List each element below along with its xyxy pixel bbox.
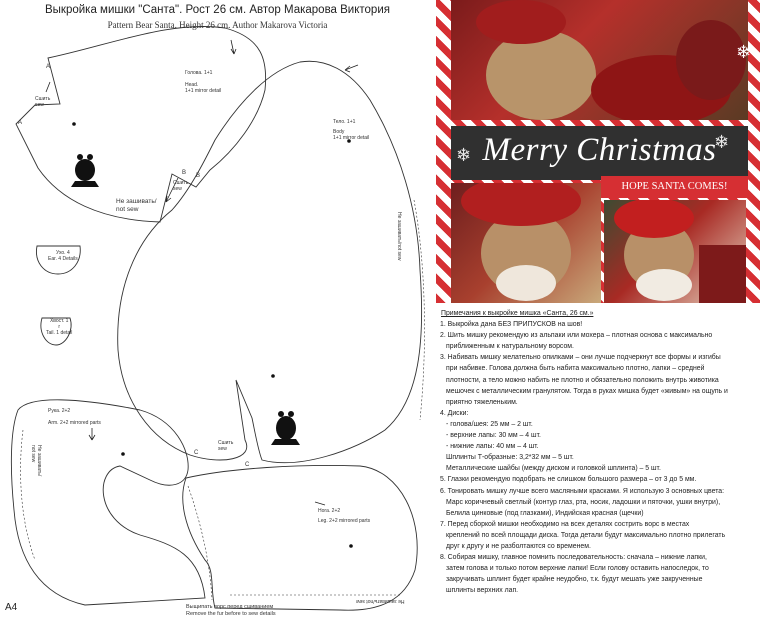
mark-c-1: C — [194, 450, 199, 456]
remove-fur-label: Выщипать ворс перед сшиванием Remove the fur before to sew details — [186, 604, 276, 617]
leg-label: Нога. 2+2 Leg. 2+2 mirrored parts — [318, 508, 371, 524]
santa-bear-photo-top — [451, 0, 748, 120]
note-line: при набивке. Голова должна быть набита максимально плотно, лапки – средней — [446, 365, 705, 373]
note-line: друг к другу и не разболтаются со временем. — [446, 542, 591, 550]
note-line: приятно тяжеленьким. — [446, 398, 518, 406]
note-line: - голова/шея: 25 мм – 2 шт. — [446, 420, 533, 428]
note-line: закручивать шплинт будет крайне неудобно, т.к. будут мешать уже закрученные — [446, 576, 703, 584]
note-line: Шплинты Т-образные: 3,2*32 мм – 5 шт. — [446, 454, 574, 462]
head-piece — [16, 26, 266, 222]
note-line: 5. Глазки рекомендую подобрать не слишком большого размера – от 3 до 5 мм. — [440, 476, 697, 484]
not-sew-label: Не зашивать/ not sew — [116, 198, 157, 213]
note-line: 6. Тонировать мишку лучше всего масляными красками. Я использую 3 основных цвета: — [440, 487, 725, 495]
pattern-title: Выкройка мишки "Санта". Рост 26 см. Автор Макарова Виктория — [45, 4, 390, 16]
body-piece — [118, 61, 422, 462]
note-line: 1. Выкройка дана БЕЗ ПРИПУСКОВ на шов! — [440, 321, 583, 329]
leg-piece — [183, 466, 417, 611]
head-label: Голова. 1+1 Head. 1+1 mirror detail — [185, 70, 222, 94]
body-label: Тело. 1+1 Body 1+1 mirror detail — [333, 119, 370, 141]
pattern-notes — [440, 308, 758, 619]
notes-title: Примечания к выкройке мишка «Санта, 26 см.» — [441, 310, 594, 317]
mark-c-2: C — [245, 462, 250, 468]
sew-label-head: Сшить sew — [35, 96, 51, 108]
note-line: креплений по всей площади диска. Тогда детали будут максимально плотно прилегать — [446, 531, 726, 539]
arm-label: Рука. 2+2 Arm. 2+2 mirrored parts — [48, 408, 101, 426]
snowflake-icon: ❄ — [714, 132, 730, 152]
note-line: Марс коричневый светлый (контур глаз, рта, носик, ладошки и пяточки, ушки внутри), — [446, 498, 721, 506]
note-line: приближенным к натуральному ворсом. — [446, 343, 574, 351]
note-line: 4. Диски: — [440, 409, 469, 417]
sew-label-ear: Сшить sew — [173, 180, 189, 192]
sew-label-body: Сшить sew — [218, 440, 234, 452]
body-not-sew-label: Не зашивать/not sew — [396, 212, 402, 261]
pattern-subtitle: Pattern Bear Santa. Height 26 cm. Author Makarova Victoria — [107, 20, 328, 30]
mark-a-2: A — [18, 120, 23, 126]
merry-christmas-banner — [451, 126, 748, 180]
hope-santa-comes-tag: HOPE SANTA COMES! — [601, 176, 748, 198]
merry-christmas-text: Merry Christmas — [482, 132, 717, 168]
santa-bear-photo-right — [604, 200, 746, 303]
mark-b-2: B — [196, 173, 201, 179]
santa-bear-photo-left — [451, 183, 601, 303]
note-line: плотности, а тело можно набить не плотно и обязательно положить внутрь животика — [446, 376, 719, 384]
arm-not-sew-label: Не зашивать/ not sew — [30, 445, 42, 477]
note-line: 3. Набивать мишку желательно опилками – они лучше подчеркнут все формы и изгибы — [440, 354, 721, 362]
note-line: затем голова и только потом верхние лапки! Если голову оставить напоследок, то — [446, 565, 709, 573]
note-line: 8. Собирая мишку, главное помнить последовательность: сначала – нижние лапки, — [440, 554, 707, 562]
note-line: - верхние лапы: 30 мм – 4 шт. — [446, 432, 541, 440]
note-line: 2. Шить мишку рекомендую из альпаки или мохера – плотная основа с максимально — [440, 332, 713, 340]
arm-piece — [11, 400, 205, 605]
christmas-collage — [436, 0, 760, 303]
note-line: 7. Перед сборкой мишки необходимо на всех деталях сострить ворс в местах — [440, 520, 690, 528]
paper-size-label: A4 — [5, 602, 18, 613]
snowflake-icon: ❄ — [736, 42, 752, 62]
mark-a-1: A — [46, 64, 51, 70]
leg-not-sew-label: Не зашивать/not sew — [356, 598, 405, 604]
note-line: Металлические шайбы (между диском и головкой шплинта) – 5 шт. — [446, 465, 661, 473]
note-line: - нижние лапы: 40 мм – 4 шт. — [446, 443, 539, 451]
note-line: шплинты верхних лап. — [446, 587, 519, 595]
tail-label: Хвост. 1 r Tail. 1 detail — [46, 318, 73, 336]
snowflake-icon: ❄ — [456, 145, 472, 165]
ear-label: Ухо. 4 Ear. 4 Details — [48, 250, 78, 262]
note-line: мешочек с металлическим гранулятом. Тогда в руках мишка будет «живым» на ощупь и — [446, 387, 728, 395]
note-line: Белила цинковые (под глазками), Индийская красная (щечки) — [446, 509, 644, 517]
mark-b-1: B — [182, 170, 187, 176]
